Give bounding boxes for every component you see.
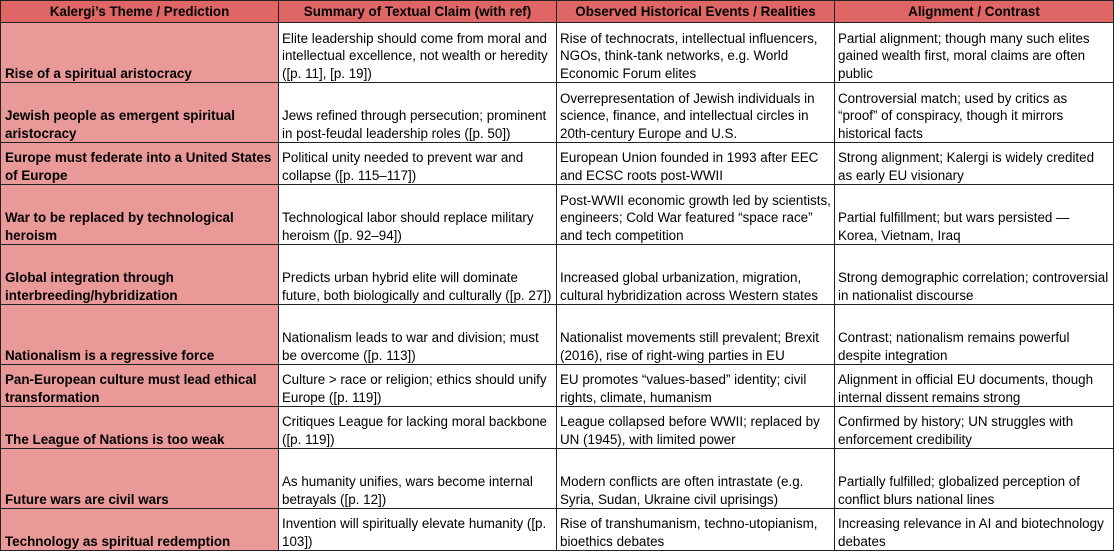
theme-cell: The League of Nations is too weak: [1, 407, 279, 449]
theme-cell: Europe must federate into a United States of Europe: [1, 143, 279, 185]
theme-cell: Global integration through interbreeding/hybridization: [1, 245, 279, 305]
claim-cell: Invention will spiritually elevate humanity ([p. 103]): [279, 509, 557, 551]
claim-cell: Jews refined through persecution; prominent in post-feudal leadership roles ([p. 50]): [279, 83, 557, 143]
alignment-cell: Confirmed by history; UN struggles with enforcement credibility: [835, 407, 1114, 449]
alignment-cell: Alignment in official EU documents, though internal dissent remains strong: [835, 365, 1114, 407]
claim-cell: As humanity unifies, wars become internal betrayals ([p. 12]): [279, 449, 557, 509]
table-row: [1, 245, 1114, 305]
alignment-cell: Contrast; nationalism remains powerful despite integration: [835, 305, 1114, 365]
table-row: [1, 449, 1114, 509]
theme-cell: Nationalism is a regressive force: [1, 305, 279, 365]
theme-cell: Jewish people as emergent spiritual aristocracy: [1, 83, 279, 143]
column-header-events: Observed Historical Events / Realities: [557, 1, 835, 23]
events-cell: European Union founded in 1993 after EEC and ECSC roots post-WWII: [557, 143, 835, 185]
events-cell: Overrepresentation of Jewish individuals in science, finance, and intellectual circles in 20th-century Europe and U.S.: [557, 83, 835, 143]
theme-cell: Future wars are civil wars: [1, 449, 279, 509]
claim-cell: Elite leadership should come from moral and intellectual excellence, not wealth or heredity ([p. 11], [p. 19]): [279, 23, 557, 83]
events-cell: Modern conflicts are often intrastate (e.g. Syria, Sudan, Ukraine civil uprisings): [557, 449, 835, 509]
table-row: [1, 143, 1114, 185]
theme-cell: Technology as spiritual redemption: [1, 509, 279, 551]
claim-cell: Predicts urban hybrid elite will dominate future, both biologically and culturally ([p. 27]): [279, 245, 557, 305]
claim-cell: Culture > race or religion; ethics should unify Europe ([p. 119]): [279, 365, 557, 407]
column-header-claim: Summary of Textual Claim (with ref): [279, 1, 557, 23]
alignment-cell: Increasing relevance in AI and biotechnology debates: [835, 509, 1114, 551]
events-cell: League collapsed before WWII; replaced by UN (1945), with limited power: [557, 407, 835, 449]
table-row: [1, 305, 1114, 365]
events-cell: Post-WWII economic growth led by scientists, engineers; Cold War featured “space race” and tech competition: [557, 185, 835, 245]
alignment-cell: Partial fulfillment; but wars persisted — Korea, Vietnam, Iraq: [835, 185, 1114, 245]
events-cell: Rise of transhumanism, techno-utopianism, bioethics debates: [557, 509, 835, 551]
events-cell: Increased global urbanization, migration, cultural hybridization across Western states: [557, 245, 835, 305]
theme-cell: Pan-European culture must lead ethical transformation: [1, 365, 279, 407]
alignment-cell: Controversial match; used by critics as “proof” of conspiracy, though it mirrors historical facts: [835, 83, 1114, 143]
header-row: [1, 1, 1114, 23]
alignment-cell: Strong alignment; Kalergi is widely credited as early EU visionary: [835, 143, 1114, 185]
column-header-alignment: Alignment / Contrast: [835, 1, 1114, 23]
claim-cell: Political unity needed to prevent war and collapse ([p. 115–117]): [279, 143, 557, 185]
table-row: [1, 365, 1114, 407]
table-row: [1, 407, 1114, 449]
table-row: [1, 83, 1114, 143]
claim-cell: Nationalism leads to war and division; must be overcome ([p. 113]): [279, 305, 557, 365]
events-cell: EU promotes “values-based” identity; civil rights, climate, humanism: [557, 365, 835, 407]
table-row: [1, 23, 1114, 83]
column-header-theme: Kalergi’s Theme / Prediction: [1, 1, 279, 23]
table-row: [1, 185, 1114, 245]
alignment-cell: Strong demographic correlation; controversial in nationalist discourse: [835, 245, 1114, 305]
table-row: [1, 509, 1114, 551]
alignment-cell: Partial alignment; though many such elites gained wealth first, moral claims are often public: [835, 23, 1114, 83]
events-cell: Nationalist movements still prevalent; Brexit (2016), rise of right-wing parties in EU: [557, 305, 835, 365]
alignment-cell: Partially fulfilled; globalized perception of conflict blurs national lines: [835, 449, 1114, 509]
claim-cell: Critiques League for lacking moral backbone ([p. 119]): [279, 407, 557, 449]
theme-cell: War to be replaced by technological heroism: [1, 185, 279, 245]
events-cell: Rise of technocrats, intellectual influencers, NGOs, think-tank networks, e.g. World Economic Forum elites: [557, 23, 835, 83]
claim-cell: Technological labor should replace military heroism ([p. 92–94]): [279, 185, 557, 245]
theme-cell: Rise of a spiritual aristocracy: [1, 23, 279, 83]
